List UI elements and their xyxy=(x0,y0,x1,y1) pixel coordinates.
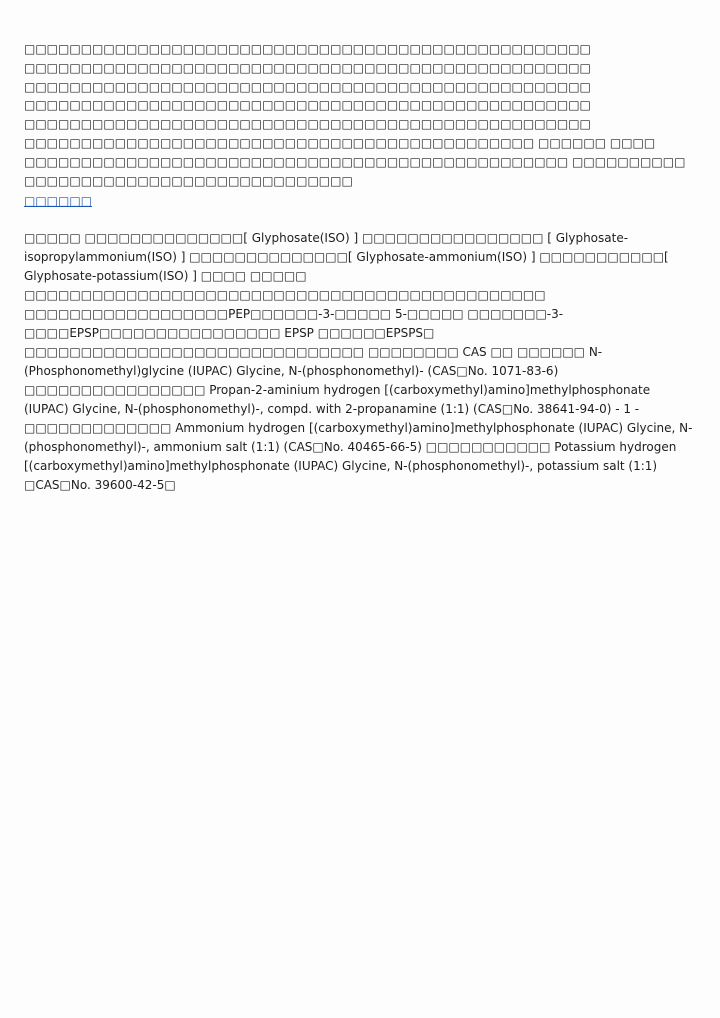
more-link[interactable]: □□□□□□ xyxy=(24,194,93,209)
body-paragraph: □□□□□ □□□□□□□□□□□□□□[ Glyphosate(ISO) ] □□□□□□□□□□□□□□□□ [ Glyphosate-isopropylammonium(ISO) ] □□□□□□□□□□□□□□[ Glyphosate-ammonium(ISO) ] □□□□□□□□□□□[ Glyphosate-potassium(ISO) ] □□□□ □□□□□ □□□□□□□□□□□□□□□□□□□□□□□□□□□□□□□□□□□□□□□□□□□□□□ □□□□□□□□□□□□□□□□□□PEP□□□□□□-3-□□□□□ 5-□□□□□ □□□□□□□-3-□□□□EPSP□□□□□□□□□□□□□□□□ EPSP □□□□□□EPSPS□ □□□□□□□□□□□□□□□□□□□□□□□□□□□□□□ □□□□□□□□ CAS □□ □□□□□□ N-(Phosphonomethyl)glycine (IUPAC) Glycine, N-(phosphonomethyl)- (CAS□No. 1071-83-6) □□□□□□□□□□□□□□□□ Propan-2-aminium hydrogen [(carboxymethyl)amino]methylphosphonate (IUPAC) Glycine, N-(phosphonomethyl)-, compd. with 2-propanamine (1:1) (CAS□No. 38641-94-0) - 1 - □□□□□□□□□□□□□ Ammonium hydrogen [(carboxymethyl)amino]methylphosphonate (IUPAC) Glycine, N-(phosphonomethyl)-, ammonium salt (1:1) (CAS□No. 40465-66-5) □□□□□□□□□□□ Potassium hydrogen [(carboxymethyl)amino]methylphosphonate (IUPAC) Glycine, N-(phosphonomethyl)-, potassium salt (1:1) □CAS□No. 39600-42-5□ xyxy=(24,231,693,493)
intro-paragraph: □□□□□□□□□□□□□□□□□□□□□□□□□□□□□□□□□□□□□□□□□□□□□□□□□□ □□□□□□□□□□□□□□□□□□□□□□□□□□□□□□□□□□□□□□□□□□□□□□□□□□ □□□□□□□□□□□□□□□□□□□□□□□□□□□□□□□□□□□□□□□□□□□□□□□□□□ □□□□□□□□□□□□□□□□□□□□□□□□□□□□□□□□□□□□□□□□□□□□□□□□□□ □□□□□□□□□□□□□□□□□□□□□□□□□□□□□□□□□□□□□□□□□□□□□□□□□□ □□□□□□□□□□□□□□□□□□□□□□□□□□□□□□□□□□□□□□□□□□□□□ □□□□□□ □□□□ □□□□□□□□□□□□□□□□□□□□□□□□□□□□□□□□□□□□□□□□□□□□□□□□ □□□□□□□□□□□□□□□□□□□□□□□□□□□□□□□□□□□□□□□ xyxy=(24,42,686,188)
